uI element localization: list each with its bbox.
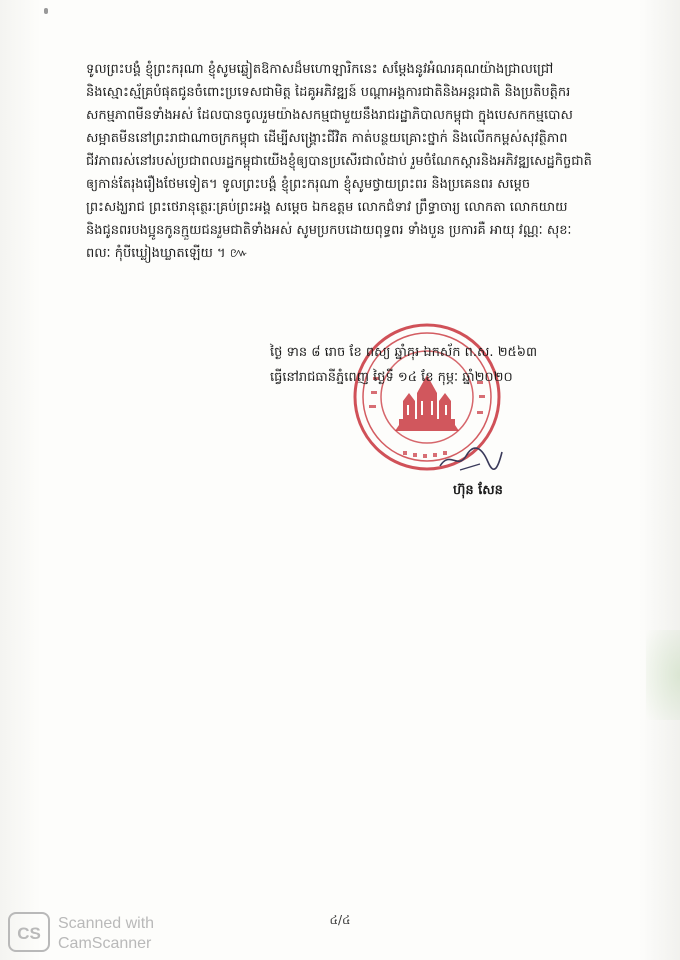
body-line: សម្អាតមីននៅព្រះរាជាណាចក្រកម្ពុជា ដើម្បីសង្គ្រោះជីវិត កាត់បន្ថយគ្រោះថ្នាក់ និងលើកកម្ពស់សុវត្ថិភាព	[86, 131, 568, 146]
lunar-date-line: ថ្ងៃ ទាន ៨ រោច ខែ ពស្យ ឆ្នាំកុរ ឯកស័ក ព.ស. ២៥៦៣	[270, 345, 538, 360]
body-line: និងជូនពរបងប្អូនកូនក្មួយជនរួមជាតិទាំងអស់ សូមប្រកបដោយពុទ្ធពរ ទាំងបួន ប្រការគឺ អាយុ វណ្ណៈ សុខៈ	[86, 223, 572, 238]
body-line: ពលៈ កុំបីឃ្លៀងឃ្លាតឡើយ ។ ៚	[86, 246, 249, 261]
body-line: ព្រះសង្ឃរាជ ព្រះថេរានុត្ថេរៈគ្រប់ព្រះអង្គ សម្តេច ឯកឧត្តម លោកជំទាវ ព្រឹទ្ធាចារ្យ លោកតា លោកយាយ	[86, 200, 568, 215]
body-line: ឲ្យកាន់តែរុងរឿងថែមទៀត។ ទូលព្រះបង្គំ ខ្ញុំព្រះករុណា ខ្ញុំសូមថ្វាយព្រះពរ និងប្រគេនពរ សម្តេច	[86, 177, 531, 192]
camscanner-line-1: Scanned with	[58, 915, 155, 932]
signer-name: ហ៊ុន សែន	[453, 483, 503, 498]
body-line: ជីវភាពរស់នៅរបស់ប្រជាពលរដ្ឋកម្ពុជាយើងខ្ញុំឲ្យបានប្រសើរជាលំដាប់ រួមចំណែកស្តារនិងអភិវឌ្ឍសេដ្ឋកិច្ចជាតិ	[86, 154, 592, 169]
body-line: សកម្មភាពមីនទាំងអស់ ដែលបានចូលរួមយ៉ាងសកម្មជាមួយនឹងរាជរដ្ឋាភិបាលកម្ពុជា ក្នុងបេសកកម្មបោស	[86, 108, 573, 123]
camscanner-badge-letters: CS	[17, 924, 41, 943]
camscanner-watermark	[58, 914, 154, 954]
camscanner-logo-icon	[8, 912, 50, 952]
letter-body	[86, 58, 634, 265]
scan-smudge	[44, 8, 48, 14]
page-number: ៤/៤	[329, 913, 351, 927]
place-date-line: ធ្វើនៅរាជធានីភ្នំពេញ ថ្ងៃទី ១៤ ខែ កុម្ភៈ ឆ្នាំ២០២០	[270, 370, 513, 385]
body-line: និងស្មោះស្ម័គ្របំផុតជូនចំពោះប្រទេសជាមិត្ត ដៃគូអភិវឌ្ឍន៍ បណ្តាអង្គការជាតិនិងអន្តរជាតិ និងប្រតិបត្តិករ	[86, 85, 571, 100]
scan-stain	[646, 630, 680, 720]
camscanner-line-2: CamScanner	[58, 935, 152, 952]
body-line: ទូលព្រះបង្គំ ខ្ញុំព្រះករុណា ខ្ញុំសូមឆ្លៀតឱកាសដ៏មហោឡារិកនេះ សម្តែងនូវអំណរគុណយ៉ាងជ្រាលជ្រៅ	[86, 62, 554, 77]
handwritten-signature	[436, 444, 506, 474]
